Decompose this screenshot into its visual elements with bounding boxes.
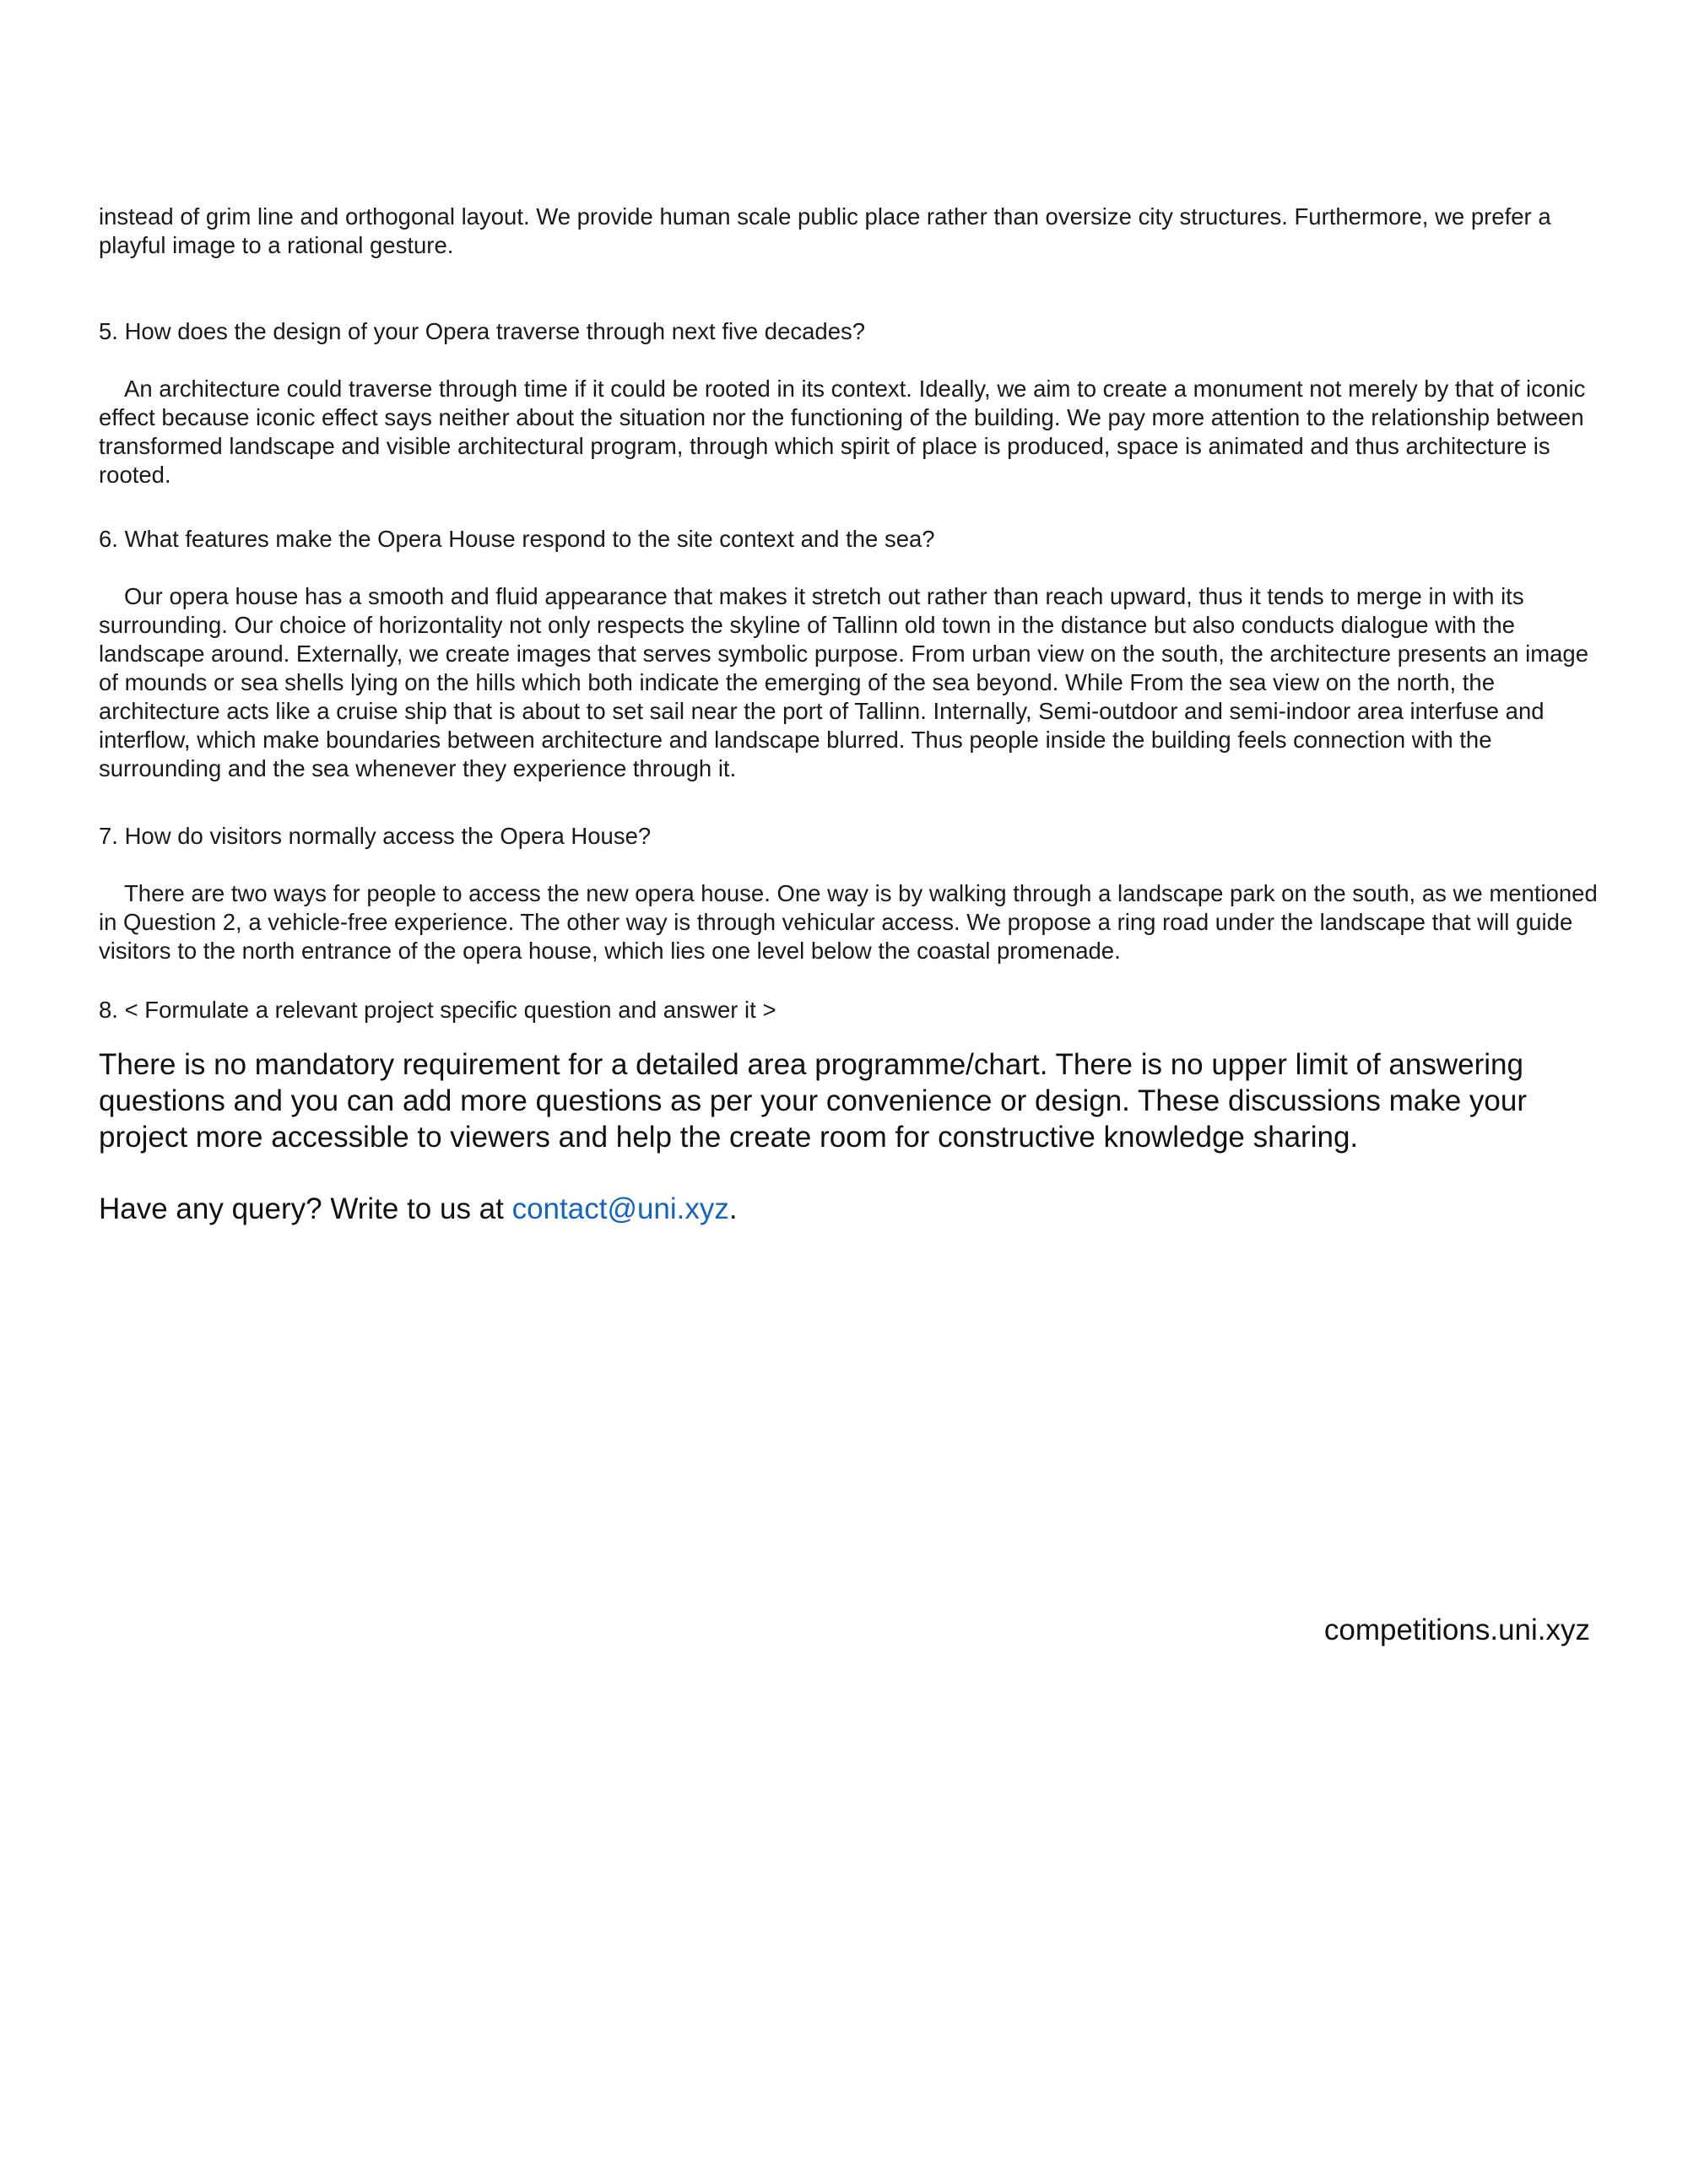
contact-line (99, 1191, 1610, 1227)
answer-5: An architecture could traverse through time if it could be rooted in its context. Ideally, we aim to create a monument not merely by that of iconic effect because iconic effect says neither about the situation nor the functioning of the building. We pay more attention to the relationship between transformed landscape and visible architectural program, through which spirit of place is produced, space is animated and thus architecture is rooted. (99, 376, 1586, 488)
question-8: 8. < Formulate a relevant project specific question and answer it > (99, 997, 776, 1023)
footer-site-link[interactable]: competitions.uni.xyz (1323, 1614, 1590, 1646)
guidance-note: There is no mandatory requirement for a detailed area programme/chart. There is no upper limit of answering questions and you can add more questions as per your convenience or design. These discussions make your project more accessible to viewers and help the create room for constructive knowledge sharing. (99, 1048, 1528, 1154)
document-body (99, 203, 1610, 1227)
question-6: 6. What features make the Opera House respond to the site context and the sea? (99, 526, 935, 552)
contact-email-link[interactable]: contact@uni.xyz (511, 1192, 729, 1225)
answer-6: Our opera house has a smooth and fluid appearance that makes it stretch out rather than reach upward, thus it tends to merge in with its surrounding. Our choice of horizontality not only respects the skyline of Tallinn old town in the distance but also conducts dialogue with the landscape around. Externally, we create images that serves symbolic purpose. From urban view on the south, the architecture presents an image of mounds or sea shells lying on the hills which both indicate the emerging of the sea beyond. While From the sea view on the north, the architecture acts like a cruise ship that is about to set sail near the port of Tallinn. Internally, Semi-outdoor and semi-indoor area interfuse and interflow, which make boundaries between architecture and landscape blurred. Thus people inside the building feels connection with the surrounding and the sea whenever they experience through it. (99, 583, 1588, 781)
contact-prefix: Have any query? Write to us at (99, 1192, 512, 1225)
question-5: 5. How does the design of your Opera traverse through next five decades? (99, 318, 866, 344)
contact-suffix: . (728, 1192, 738, 1225)
question-7: 7. How do visitors normally access the Opera House? (99, 823, 652, 849)
answer-7: There are two ways for people to access the new opera house. One way is by walking through a landscape park on the south, as we mentioned in Question 2, a vehicle-free experience. The other way is through vehicular access. We propose a ring road under the landscape that will guide visitors to the north entrance of the opera house, which lies one level below the coastal promenade. (99, 880, 1598, 964)
intro-paragraph: instead of grim line and orthogonal layout. We provide human scale public place rather than oversize city structures. Furthermore, we prefer a playful image to a rational gesture. (99, 203, 1551, 258)
